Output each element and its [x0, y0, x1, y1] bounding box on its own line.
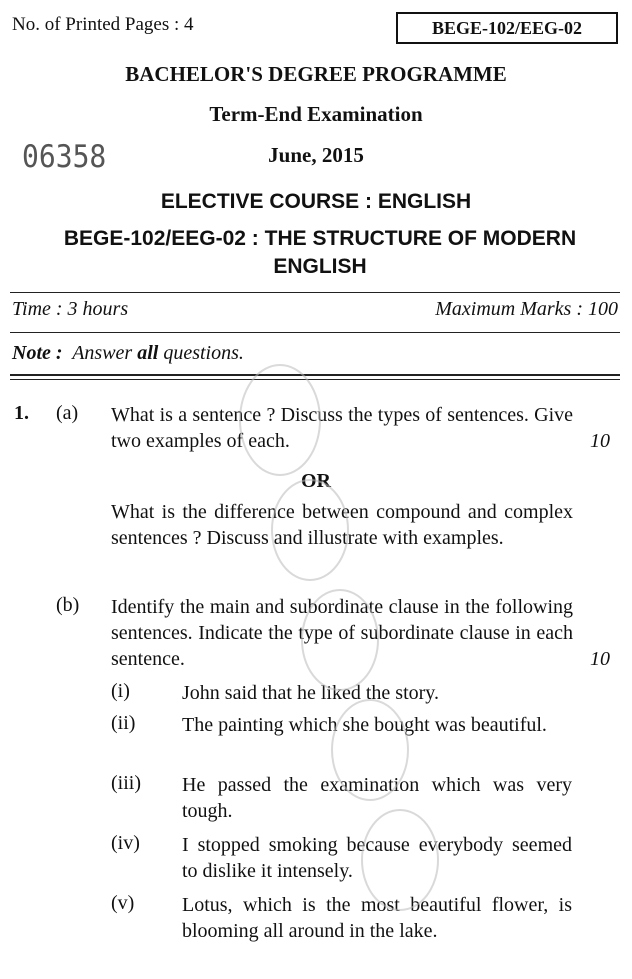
printed-pages-label: No. of Printed Pages : 4: [12, 14, 194, 35]
note-bold: all: [137, 342, 159, 364]
paper-title: BEGE-102/EEG-02 : THE STRUCTURE OF MODERN ENGLISH: [63, 227, 577, 278]
or-separator: OR: [301, 470, 331, 492]
exam-title: Term-End Examination: [209, 102, 423, 126]
part-a-label: (a): [56, 402, 79, 424]
note-line: [12, 342, 244, 365]
note-pre: Answer: [72, 342, 133, 364]
part-b-text: Identify the main and subordinate clause in the following sentences. Indicate the type of subordinate clause in each sentence.: [111, 596, 573, 670]
item-i-text: John said that he liked the story.: [182, 682, 439, 704]
item-ii-text: The painting which she bought was beautiful.: [182, 714, 547, 736]
programme-title: BACHELOR'S DEGREE PROGRAMME: [125, 62, 507, 86]
part-b-marks: 10: [590, 648, 610, 670]
course-code: BEGE-102/EEG-02: [431, 17, 583, 38]
divider-top: [10, 292, 620, 293]
part-b-label: (b): [56, 594, 80, 616]
divider-double-2: [10, 379, 620, 380]
item-i-label: (i): [111, 680, 130, 702]
item-iii-label: (iii): [111, 772, 141, 794]
item-ii-label: (ii): [111, 712, 136, 734]
note-label: Note :: [12, 342, 63, 364]
part-a-marks: 10: [590, 430, 610, 452]
question-number: 1.: [14, 402, 29, 424]
note-post: questions.: [163, 342, 244, 364]
item-iv-label: (iv): [111, 832, 140, 854]
course-code-box: [396, 12, 618, 44]
item-iv-text: I stopped smoking because everybody seemed to dislike it intensely.: [182, 834, 572, 882]
part-a-text: What is a sentence ? Discuss the types of sentences. Give two examples of each.: [111, 404, 573, 452]
time-marks-row: [12, 298, 618, 321]
divider-middle: [10, 332, 620, 333]
item-v-text: Lotus, which is the most beautiful flower, is blooming all around in the lake.: [182, 894, 572, 942]
course-title: ELECTIVE COURSE : ENGLISH: [160, 190, 472, 213]
maximum-marks: Maximum Marks : 100: [435, 298, 618, 320]
time-allowed: Time : 3 hours: [12, 298, 129, 320]
item-iii-text: He passed the examination which was very tough.: [182, 774, 572, 822]
item-v-label: (v): [111, 892, 135, 914]
divider-double-1: [10, 374, 620, 376]
session-date: June, 2015: [268, 143, 364, 167]
serial-number-stamp: 06358: [22, 138, 107, 175]
part-a-alt-text: What is the difference between compound and complex sentences ? Discuss and illustrate with examples.: [111, 501, 573, 549]
